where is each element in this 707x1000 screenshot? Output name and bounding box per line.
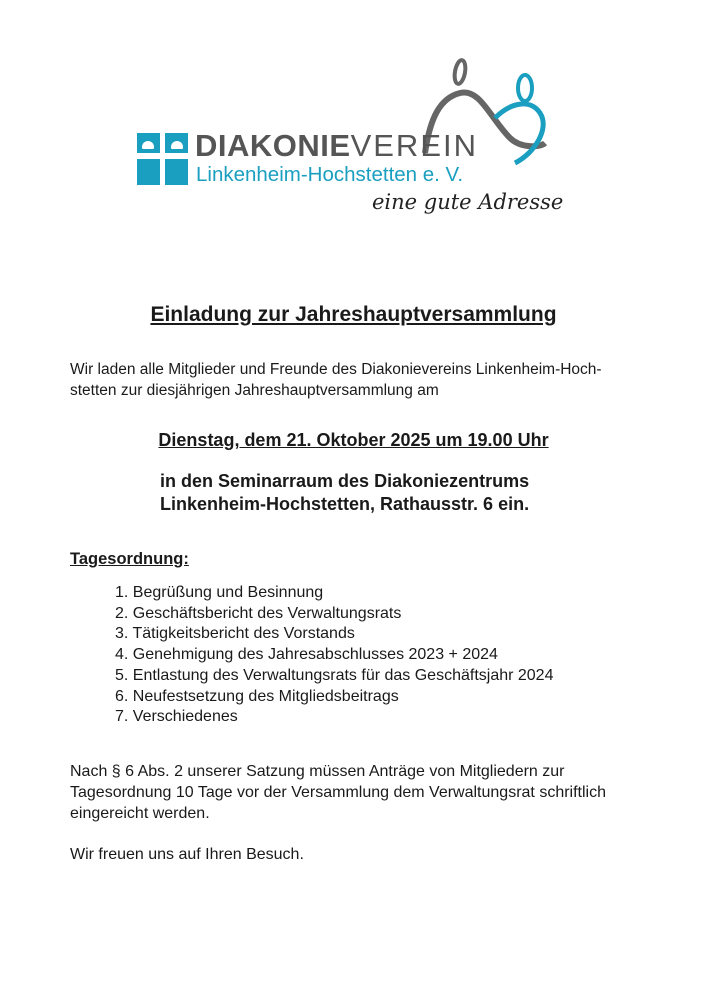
meeting-place <box>160 470 529 516</box>
slogan: eine gute Adresse <box>372 190 564 214</box>
agenda-heading: Tagesordnung: <box>70 550 189 568</box>
intro-paragraph: Wir laden alle Mitglieder und Freunde des Diakonievereins Linkenheim-Hoch- stetten zur diesjährigen Jahreshauptversammlung am <box>70 361 602 399</box>
meeting-date: Dienstag, dem 21. Oktober 2025 um 19.00 Uhr <box>158 430 549 450</box>
statute-note: Nach § 6 Abs. 2 unserer Satzung müssen Anträge von Mitgliedern zur Tagesordnung 10 Tage vor der Versammlung dem Verwaltungsrat schriftlich eingereicht werden. <box>70 763 606 822</box>
agenda-list <box>115 583 553 728</box>
place-line: Linkenheim-Hochstetten, Rathausstr. 6 ein. <box>160 494 530 514</box>
agenda-item: 7. Verschiedenes <box>115 708 238 726</box>
agenda-item: 3. Tätigkeitsbericht des Vorstands <box>115 625 355 643</box>
agenda-item: 2. Geschäftsbericht des Verwaltungsrats <box>115 604 402 622</box>
agenda-item: 6. Neufestsetzung des Mitgliedsbeitrags <box>115 687 399 705</box>
place-line: in den Seminarraum des Diakoniezentrums <box>160 471 530 491</box>
brand-bold: DIAKONIE <box>195 128 351 163</box>
brand-subtitle: Linkenheim-Hochstetten e. V. <box>196 163 464 186</box>
diakonie-logo-icon <box>137 133 188 185</box>
page-title: Einladung zur Jahreshauptversammlung <box>150 303 557 326</box>
brand-name <box>195 128 478 164</box>
brand-light: VEREIN <box>350 128 478 163</box>
agenda-item: 5. Entlastung des Verwaltungsrats für das Geschäftsjahr 2024 <box>115 666 554 684</box>
closing-line: Wir freuen uns auf Ihren Besuch. <box>70 846 304 863</box>
agenda-item: 1. Begrüßung und Besinnung <box>115 584 324 601</box>
agenda-item: 4. Genehmigung des Jahresabschlusses 2023 + 2024 <box>115 646 498 664</box>
